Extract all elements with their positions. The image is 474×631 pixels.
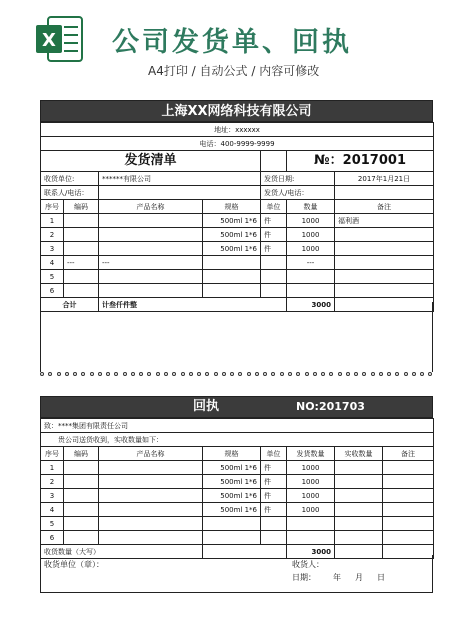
total-label: 合计 (41, 298, 99, 312)
column-header: 备注 (335, 200, 434, 214)
receipt-to-line[interactable]: 致：****集团有限责任公司 (41, 419, 434, 433)
delivery-number-cell[interactable] (287, 151, 434, 172)
receiver-unit-label: 收货单位（章）： (44, 560, 104, 569)
column-header: 规格 (203, 447, 261, 461)
row-unit[interactable] (261, 256, 287, 270)
contact-right-label: 发货人/电话： (261, 186, 335, 200)
row-unit[interactable]: 件 (261, 242, 287, 256)
table-row (41, 228, 434, 242)
column-header: 规格 (203, 200, 261, 214)
row-note[interactable] (335, 242, 434, 256)
contact-left-value[interactable] (99, 186, 261, 200)
row-no: 2 (41, 475, 64, 489)
row-no: 3 (41, 242, 64, 256)
row-name[interactable] (99, 531, 203, 545)
column-header: 编码 (64, 200, 99, 214)
column-header: 数量 (287, 200, 335, 214)
table-row (41, 517, 434, 531)
row-unit[interactable] (261, 284, 287, 298)
row-qty[interactable]: 1000 (287, 242, 335, 256)
receipt-total-label: 收货数量（大写） (41, 545, 203, 559)
row-no: 6 (41, 284, 64, 298)
row-name[interactable] (99, 284, 203, 298)
contact-right-value[interactable] (335, 186, 434, 200)
row-qty[interactable]: 1000 (287, 489, 335, 503)
row-qty[interactable] (287, 517, 335, 531)
receiver-person-label: 收货人： (292, 560, 324, 569)
delivery-list-title: 发货清单 (41, 151, 261, 172)
row-no: 1 (41, 461, 64, 475)
row-received[interactable] (335, 531, 383, 545)
row-note[interactable] (383, 461, 434, 475)
date-label: 日期： (292, 573, 316, 582)
row-spec[interactable] (203, 517, 261, 531)
row-no: 3 (41, 489, 64, 503)
ship-date-label: 发货日期: (261, 172, 335, 186)
row-code[interactable]: --- (64, 256, 99, 270)
column-header: 编码 (64, 447, 99, 461)
row-qty[interactable] (287, 270, 335, 284)
table-row (41, 531, 434, 545)
row-spec[interactable] (203, 256, 261, 270)
row-received[interactable] (335, 461, 383, 475)
receipt-sheet (40, 396, 433, 559)
row-note[interactable] (335, 228, 434, 242)
blank-cell[interactable] (261, 151, 287, 172)
address-cell[interactable] (41, 123, 434, 137)
row-qty[interactable] (287, 284, 335, 298)
row-qty[interactable]: --- (287, 256, 335, 270)
row-name[interactable] (99, 270, 203, 284)
row-code[interactable] (64, 284, 99, 298)
row-unit[interactable]: 件 (261, 503, 287, 517)
row-no: 5 (41, 270, 64, 284)
row-code[interactable] (64, 531, 99, 545)
receipt-table (40, 418, 434, 559)
row-spec[interactable] (203, 284, 261, 298)
received-text: 贵公司送货收到，实收数量如下： (58, 435, 163, 444)
row-code[interactable] (64, 461, 99, 475)
phone-label: 电话： (199, 139, 221, 148)
receipt-total-qty[interactable]: 3000 (287, 545, 335, 559)
row-code[interactable] (64, 228, 99, 242)
number-value: 2017001 (342, 153, 406, 168)
table-row (41, 284, 434, 298)
row-unit[interactable]: 件 (261, 475, 287, 489)
row-code[interactable] (64, 503, 99, 517)
row-qty[interactable]: 1000 (287, 475, 335, 489)
row-qty[interactable]: 1000 (287, 228, 335, 242)
row-name[interactable] (99, 461, 203, 475)
row-spec[interactable]: 500ml 1*6 (203, 461, 261, 475)
row-name[interactable] (99, 228, 203, 242)
column-header: 实收数量 (335, 447, 383, 461)
row-code[interactable] (64, 517, 99, 531)
row-no: 4 (41, 503, 64, 517)
row-spec[interactable] (203, 270, 261, 284)
row-spec[interactable]: 500ml 1*6 (203, 242, 261, 256)
total-qty[interactable]: 3000 (287, 298, 335, 312)
table-row (41, 270, 434, 284)
row-note[interactable] (335, 256, 434, 270)
row-received[interactable] (335, 517, 383, 531)
row-no: 5 (41, 517, 64, 531)
row-qty[interactable]: 1000 (287, 503, 335, 517)
address-label: 地址： (214, 125, 236, 134)
row-note[interactable] (383, 531, 434, 545)
receipt-title: 回执 (193, 399, 220, 414)
column-header: 产品名称 (99, 200, 203, 214)
table-row (41, 242, 434, 256)
row-note[interactable] (383, 517, 434, 531)
excel-logo-letter: X (42, 30, 56, 51)
row-spec[interactable]: 500ml 1*6 (203, 489, 261, 503)
column-header: 单位 (261, 447, 287, 461)
row-note[interactable] (383, 475, 434, 489)
column-header: 备注 (383, 447, 434, 461)
receipt-title-bar (40, 396, 433, 418)
column-header: 序号 (41, 200, 64, 214)
company-name-bar: 上海XX网络科技有限公司 (40, 100, 433, 122)
table-row (41, 475, 434, 489)
delivery-sheet (40, 100, 433, 312)
cut-line (40, 372, 433, 378)
row-no: 4 (41, 256, 64, 270)
row-unit[interactable]: 件 (261, 214, 287, 228)
blank-area (40, 302, 433, 372)
address-value: xxxxxx (235, 125, 260, 134)
row-spec[interactable]: 500ml 1*6 (203, 228, 261, 242)
row-unit[interactable] (261, 270, 287, 284)
row-spec[interactable]: 500ml 1*6 (203, 214, 261, 228)
row-note[interactable] (335, 284, 434, 298)
receipt-number: NO:201703 (296, 400, 365, 413)
table-row (41, 256, 434, 270)
day-label: 日 (377, 573, 385, 582)
row-name[interactable] (99, 503, 203, 517)
row-spec[interactable]: 500ml 1*6 (203, 503, 261, 517)
delivery-column-headers (41, 200, 434, 214)
row-unit[interactable]: 件 (261, 489, 287, 503)
table-row (41, 503, 434, 517)
receipt-received-line[interactable] (41, 433, 434, 447)
page-header (0, 0, 474, 88)
row-qty[interactable]: 1000 (287, 214, 335, 228)
receiver-value[interactable]: ******有限公司 (99, 172, 261, 186)
row-code[interactable] (64, 270, 99, 284)
row-received[interactable] (335, 489, 383, 503)
row-no: 1 (41, 214, 64, 228)
row-name[interactable] (99, 214, 203, 228)
row-no: 6 (41, 531, 64, 545)
column-header: 序号 (41, 447, 64, 461)
page-subtitle: A4打印 / 自动公式 / 内容可修改 (148, 64, 320, 78)
row-unit[interactable]: 件 (261, 228, 287, 242)
year-label: 年 (333, 573, 341, 582)
row-unit[interactable] (261, 531, 287, 545)
row-code[interactable] (64, 214, 99, 228)
row-spec[interactable] (203, 531, 261, 545)
phone-value: 400-9999-9999 (220, 139, 275, 148)
row-qty[interactable]: 1000 (287, 461, 335, 475)
number-label: №： (314, 153, 343, 168)
row-name[interactable] (99, 489, 203, 503)
row-spec[interactable]: 500ml 1*6 (203, 475, 261, 489)
column-header: 单位 (261, 200, 287, 214)
row-code[interactable] (64, 475, 99, 489)
page-title: 公司发货单、回执 (112, 27, 352, 58)
row-name[interactable] (99, 242, 203, 256)
row-code[interactable] (64, 242, 99, 256)
delivery-table (40, 122, 434, 312)
row-note[interactable]: 福利酒 (335, 214, 434, 228)
row-name[interactable] (99, 517, 203, 531)
row-no: 2 (41, 228, 64, 242)
row-note[interactable] (383, 503, 434, 517)
row-unit[interactable] (261, 517, 287, 531)
row-name[interactable]: --- (99, 256, 203, 270)
phone-cell[interactable] (41, 137, 434, 151)
row-note[interactable] (383, 489, 434, 503)
total-words[interactable]: 计叁仟件整 (99, 298, 287, 312)
row-qty[interactable] (287, 531, 335, 545)
month-label: 月 (355, 573, 363, 582)
ship-date-value[interactable]: 2017年1月21日 (335, 172, 434, 186)
row-unit[interactable]: 件 (261, 461, 287, 475)
row-code[interactable] (64, 489, 99, 503)
receipt-column-headers (41, 447, 434, 461)
table-row (41, 214, 434, 228)
column-header: 发货数量 (287, 447, 335, 461)
excel-logo-icon (34, 13, 86, 65)
row-received[interactable] (335, 503, 383, 517)
table-row (41, 489, 434, 503)
row-note[interactable] (335, 270, 434, 284)
column-header: 产品名称 (99, 447, 203, 461)
row-name[interactable] (99, 475, 203, 489)
contact-left-label: 联系人/电话： (41, 186, 99, 200)
table-row (41, 461, 434, 475)
row-received[interactable] (335, 475, 383, 489)
receiver-label: 收货单位: (41, 172, 99, 186)
receipt-signature-area (40, 555, 433, 593)
